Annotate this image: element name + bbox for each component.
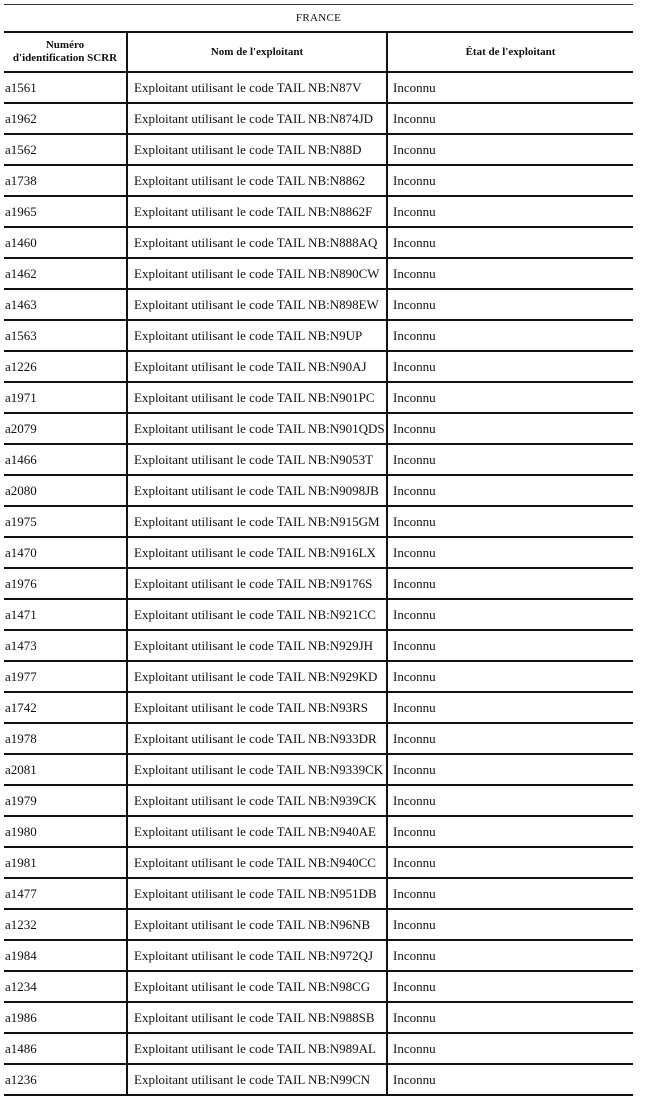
table-row <box>4 103 633 134</box>
column-header-status: État de l'exploitant <box>387 32 633 72</box>
cell-operator-name: Exploitant utilisant le code TAIL NB:N939CK <box>127 785 387 816</box>
cell-id: a1466 <box>4 444 127 475</box>
cell-operator-status: Inconnu <box>387 816 633 847</box>
cell-operator-name: Exploitant utilisant le code TAIL NB:N93RS <box>127 692 387 723</box>
cell-operator-name: Exploitant utilisant le code TAIL NB:N8862 <box>127 165 387 196</box>
cell-id: a1962 <box>4 103 127 134</box>
cell-operator-status: Inconnu <box>387 785 633 816</box>
cell-operator-name: Exploitant utilisant le code TAIL NB:N9176S <box>127 568 387 599</box>
cell-id: a1563 <box>4 320 127 351</box>
cell-id: a1470 <box>4 537 127 568</box>
cell-operator-name: Exploitant utilisant le code TAIL NB:N916LX <box>127 537 387 568</box>
operators-table <box>4 4 633 1096</box>
cell-operator-status: Inconnu <box>387 258 633 289</box>
cell-id: a1486 <box>4 1033 127 1064</box>
table-row <box>4 320 633 351</box>
cell-id: a1232 <box>4 909 127 940</box>
table-row <box>4 785 633 816</box>
cell-id: a1226 <box>4 351 127 382</box>
cell-id: a1981 <box>4 847 127 878</box>
cell-operator-status: Inconnu <box>387 971 633 1002</box>
cell-id: a1477 <box>4 878 127 909</box>
cell-operator-status: Inconnu <box>387 599 633 630</box>
cell-operator-name: Exploitant utilisant le code TAIL NB:N972QJ <box>127 940 387 971</box>
column-header-name: Nom de l'exploitant <box>127 32 387 72</box>
cell-operator-name: Exploitant utilisant le code TAIL NB:N9339CK <box>127 754 387 785</box>
cell-operator-status: Inconnu <box>387 1064 633 1095</box>
cell-id: a1976 <box>4 568 127 599</box>
table-row <box>4 475 633 506</box>
cell-operator-status: Inconnu <box>387 568 633 599</box>
cell-operator-name: Exploitant utilisant le code TAIL NB:N929KD <box>127 661 387 692</box>
cell-operator-name: Exploitant utilisant le code TAIL NB:N989AL <box>127 1033 387 1064</box>
table-row <box>4 1002 633 1033</box>
table-row <box>4 444 633 475</box>
cell-operator-name: Exploitant utilisant le code TAIL NB:N988SB <box>127 1002 387 1033</box>
table-row <box>4 196 633 227</box>
cell-operator-status: Inconnu <box>387 320 633 351</box>
cell-id: a1562 <box>4 134 127 165</box>
cell-id: a1975 <box>4 506 127 537</box>
column-header-row <box>4 32 633 72</box>
table-row <box>4 382 633 413</box>
table-row <box>4 971 633 1002</box>
cell-id: a1971 <box>4 382 127 413</box>
cell-id: a2079 <box>4 413 127 444</box>
cell-operator-name: Exploitant utilisant le code TAIL NB:N951DB <box>127 878 387 909</box>
table-row <box>4 351 633 382</box>
cell-id: a1471 <box>4 599 127 630</box>
cell-operator-name: Exploitant utilisant le code TAIL NB:N96NB <box>127 909 387 940</box>
table-body <box>4 72 633 1095</box>
cell-operator-name: Exploitant utilisant le code TAIL NB:N921CC <box>127 599 387 630</box>
cell-operator-status: Inconnu <box>387 103 633 134</box>
cell-operator-name: Exploitant utilisant le code TAIL NB:N99CN <box>127 1064 387 1095</box>
cell-operator-name: Exploitant utilisant le code TAIL NB:N915GM <box>127 506 387 537</box>
column-header-id-line2: d'identification SCRR <box>12 52 118 64</box>
country-heading-row <box>4 5 633 33</box>
cell-operator-status: Inconnu <box>387 134 633 165</box>
table-row <box>4 878 633 909</box>
cell-operator-name: Exploitant utilisant le code TAIL NB:N98CG <box>127 971 387 1002</box>
table-row <box>4 537 633 568</box>
cell-operator-status: Inconnu <box>387 1002 633 1033</box>
cell-operator-name: Exploitant utilisant le code TAIL NB:N9053T <box>127 444 387 475</box>
cell-operator-name: Exploitant utilisant le code TAIL NB:N90AJ <box>127 351 387 382</box>
table-row <box>4 599 633 630</box>
document-page <box>4 4 633 1096</box>
cell-id: a1986 <box>4 1002 127 1033</box>
cell-id: a1965 <box>4 196 127 227</box>
country-heading: FRANCE <box>4 5 633 33</box>
cell-operator-name: Exploitant utilisant le code TAIL NB:N874JD <box>127 103 387 134</box>
cell-operator-status: Inconnu <box>387 754 633 785</box>
table-row <box>4 1033 633 1064</box>
cell-operator-status: Inconnu <box>387 382 633 413</box>
cell-operator-status: Inconnu <box>387 165 633 196</box>
cell-operator-name: Exploitant utilisant le code TAIL NB:N940CC <box>127 847 387 878</box>
cell-operator-name: Exploitant utilisant le code TAIL NB:N890CW <box>127 258 387 289</box>
cell-operator-name: Exploitant utilisant le code TAIL NB:N940AE <box>127 816 387 847</box>
cell-id: a1462 <box>4 258 127 289</box>
table-row <box>4 754 633 785</box>
cell-id: a1236 <box>4 1064 127 1095</box>
cell-operator-status: Inconnu <box>387 630 633 661</box>
cell-operator-status: Inconnu <box>387 847 633 878</box>
table-row <box>4 1064 633 1095</box>
table-row <box>4 847 633 878</box>
cell-operator-status: Inconnu <box>387 506 633 537</box>
table-row <box>4 692 633 723</box>
table-row <box>4 506 633 537</box>
cell-operator-status: Inconnu <box>387 909 633 940</box>
table-row <box>4 940 633 971</box>
cell-operator-status: Inconnu <box>387 72 633 103</box>
cell-operator-name: Exploitant utilisant le code TAIL NB:N9098JB <box>127 475 387 506</box>
table-row <box>4 661 633 692</box>
cell-id: a1234 <box>4 971 127 1002</box>
table-row <box>4 723 633 754</box>
column-header-id <box>4 32 127 72</box>
cell-operator-name: Exploitant utilisant le code TAIL NB:N901QDS <box>127 413 387 444</box>
cell-operator-status: Inconnu <box>387 878 633 909</box>
table-row <box>4 72 633 103</box>
cell-operator-status: Inconnu <box>387 723 633 754</box>
table-row <box>4 413 633 444</box>
cell-id: a1977 <box>4 661 127 692</box>
table-row <box>4 909 633 940</box>
cell-id: a1980 <box>4 816 127 847</box>
cell-id: a1742 <box>4 692 127 723</box>
column-header-id-line1: Numéro <box>45 39 85 51</box>
cell-operator-status: Inconnu <box>387 351 633 382</box>
cell-id: a1460 <box>4 227 127 258</box>
cell-id: a2081 <box>4 754 127 785</box>
table-row <box>4 630 633 661</box>
cell-operator-status: Inconnu <box>387 289 633 320</box>
table-row <box>4 134 633 165</box>
cell-id: a1463 <box>4 289 127 320</box>
table-row <box>4 816 633 847</box>
cell-operator-status: Inconnu <box>387 227 633 258</box>
cell-id: a1473 <box>4 630 127 661</box>
cell-id: a1738 <box>4 165 127 196</box>
cell-operator-status: Inconnu <box>387 444 633 475</box>
cell-operator-status: Inconnu <box>387 475 633 506</box>
cell-operator-name: Exploitant utilisant le code TAIL NB:N929JH <box>127 630 387 661</box>
cell-id: a1979 <box>4 785 127 816</box>
cell-operator-name: Exploitant utilisant le code TAIL NB:N87V <box>127 72 387 103</box>
cell-operator-status: Inconnu <box>387 1033 633 1064</box>
table-row <box>4 289 633 320</box>
table-row <box>4 165 633 196</box>
cell-operator-name: Exploitant utilisant le code TAIL NB:N898EW <box>127 289 387 320</box>
cell-id: a1561 <box>4 72 127 103</box>
table-row <box>4 258 633 289</box>
cell-operator-name: Exploitant utilisant le code TAIL NB:N901PC <box>127 382 387 413</box>
cell-operator-name: Exploitant utilisant le code TAIL NB:N88D <box>127 134 387 165</box>
cell-operator-name: Exploitant utilisant le code TAIL NB:N888AQ <box>127 227 387 258</box>
table-row <box>4 227 633 258</box>
cell-id: a2080 <box>4 475 127 506</box>
cell-operator-status: Inconnu <box>387 692 633 723</box>
cell-operator-status: Inconnu <box>387 413 633 444</box>
cell-operator-name: Exploitant utilisant le code TAIL NB:N933DR <box>127 723 387 754</box>
cell-id: a1978 <box>4 723 127 754</box>
cell-operator-name: Exploitant utilisant le code TAIL NB:N9UP <box>127 320 387 351</box>
cell-operator-name: Exploitant utilisant le code TAIL NB:N8862F <box>127 196 387 227</box>
table-row <box>4 568 633 599</box>
cell-operator-status: Inconnu <box>387 940 633 971</box>
cell-operator-status: Inconnu <box>387 537 633 568</box>
cell-operator-status: Inconnu <box>387 661 633 692</box>
cell-id: a1984 <box>4 940 127 971</box>
cell-operator-status: Inconnu <box>387 196 633 227</box>
